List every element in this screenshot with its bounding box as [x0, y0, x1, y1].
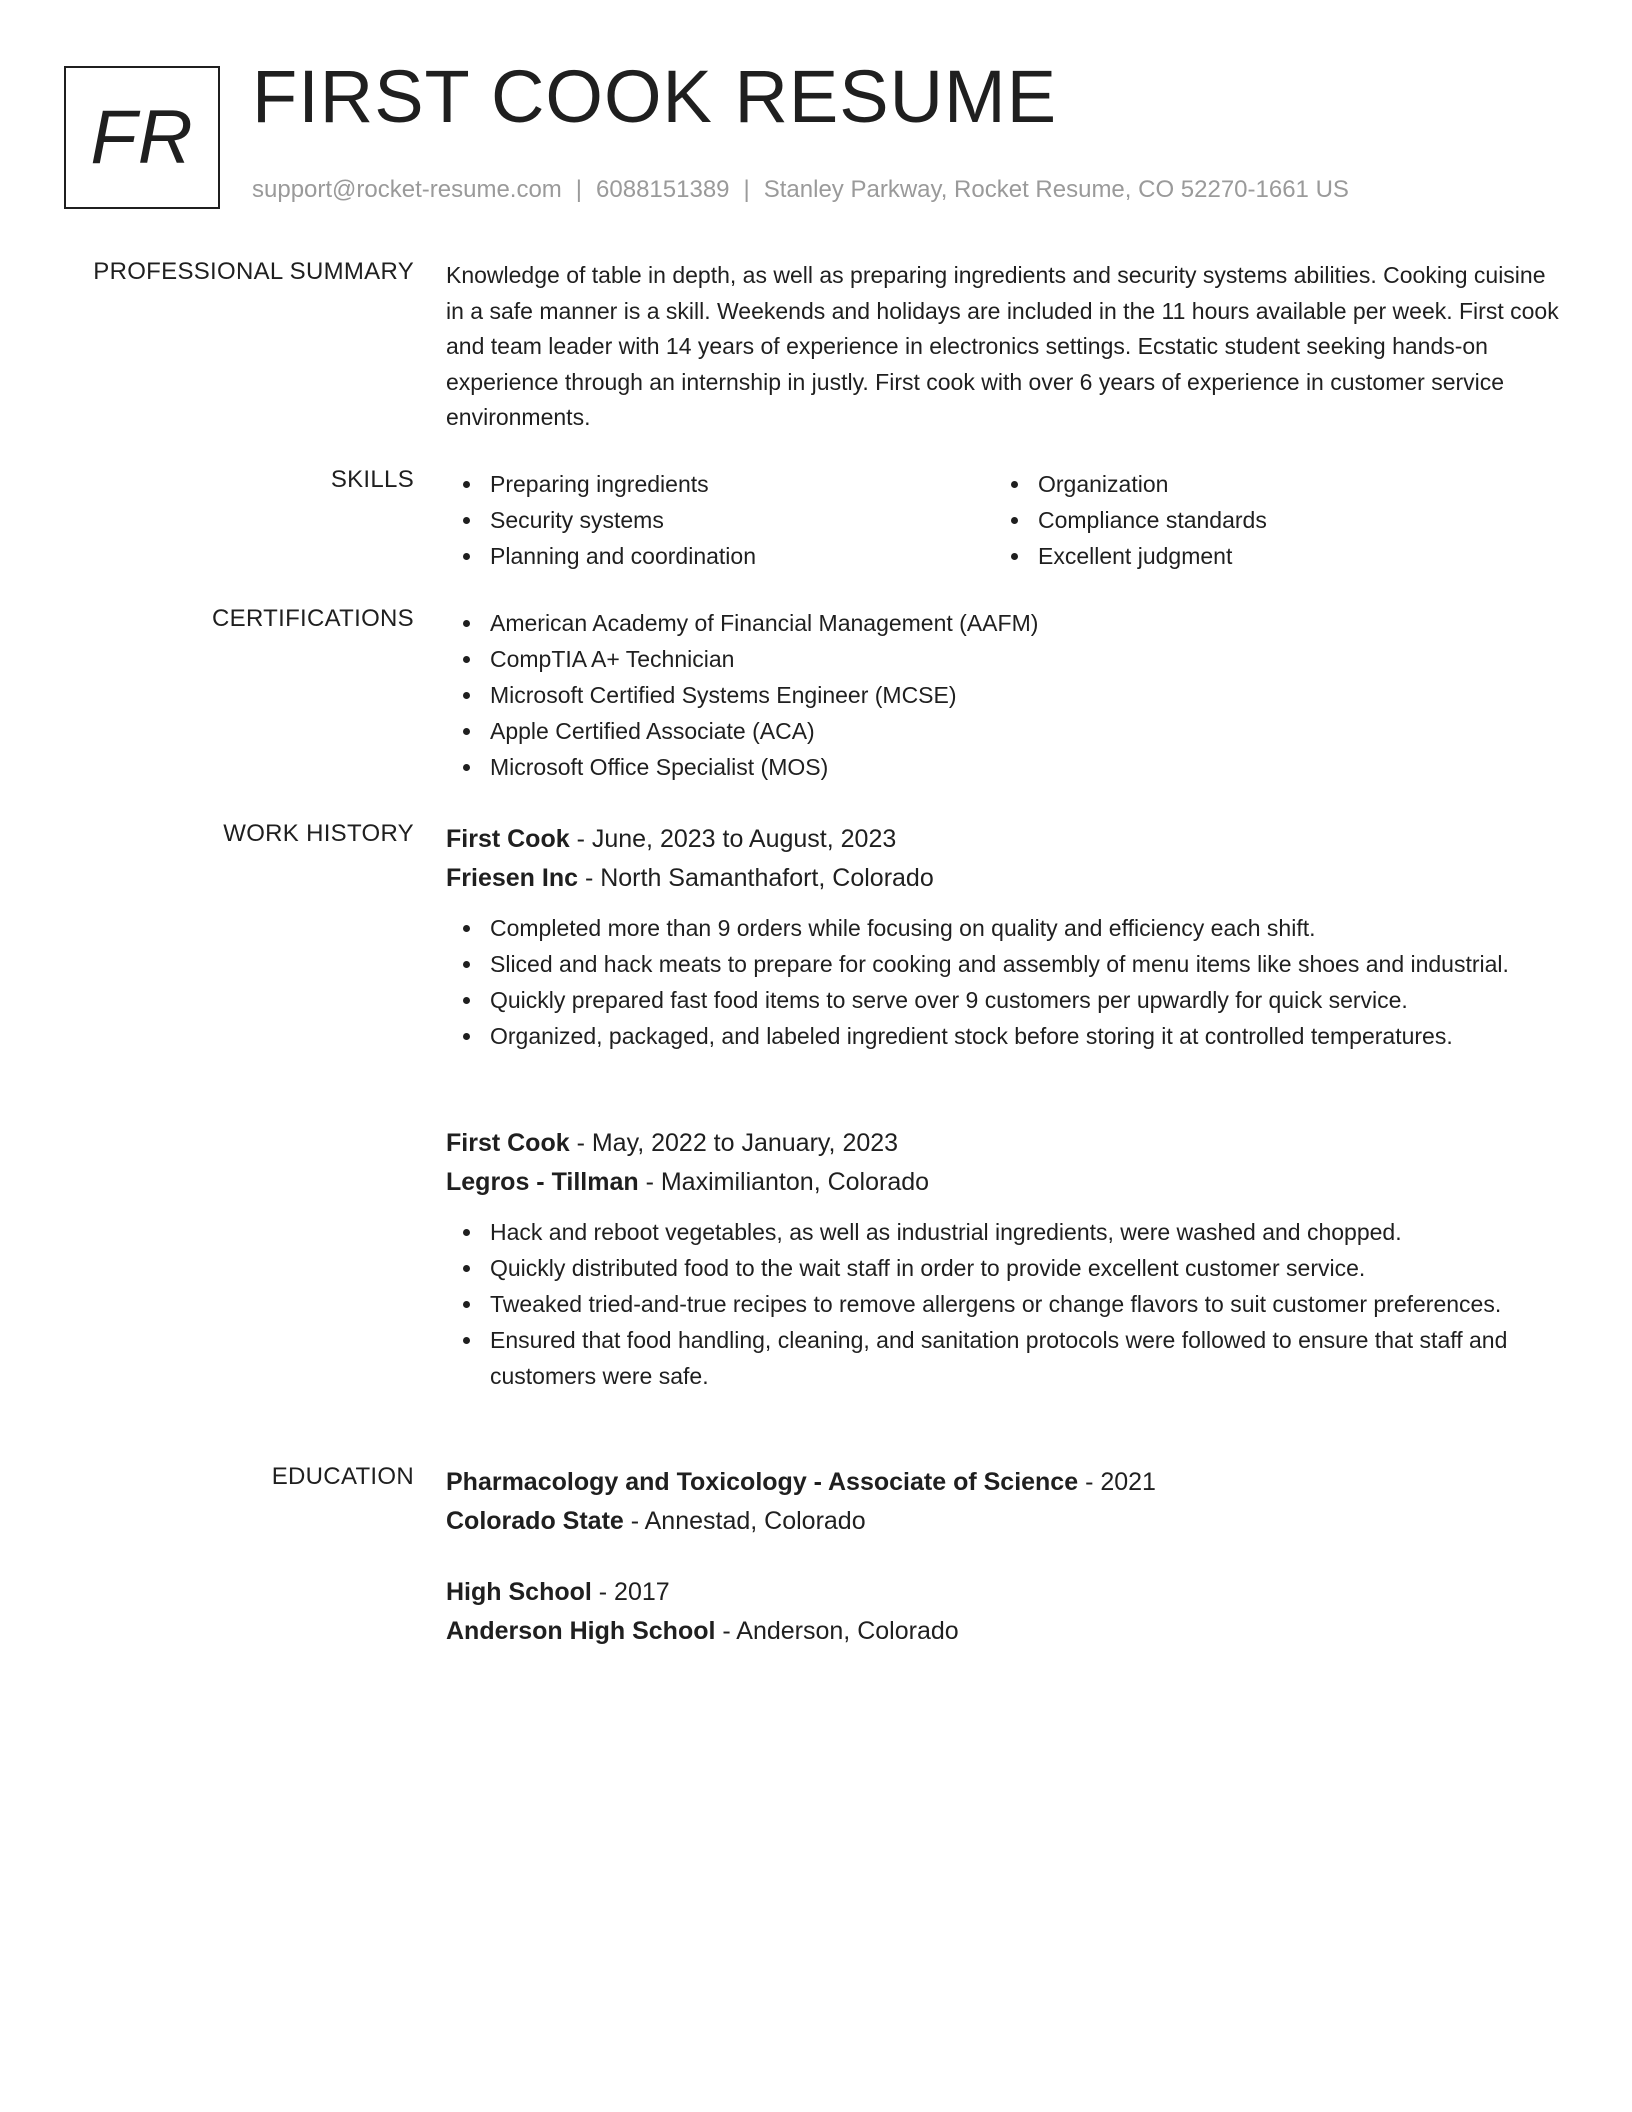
- contact-phone[interactable]: 6088151389: [596, 176, 730, 203]
- job-company: Legros - Tillman: [446, 1168, 639, 1196]
- job-company-line: [446, 858, 1566, 898]
- job-company: Friesen Inc: [446, 864, 578, 892]
- job-duties-list: [446, 910, 1566, 1054]
- education-degree: Pharmacology and Toxicology - Associate of Science: [446, 1468, 1079, 1496]
- skills-list-right: [994, 466, 1542, 574]
- skill-item: Preparing ingredients: [446, 466, 994, 502]
- job-duty: Organized, packaged, and labeled ingredient stock before storing it at controlled temperatures.: [446, 1018, 1566, 1054]
- summary-text: Knowledge of table in depth, as well as preparing ingredients and security systems abilities. Cooking cuisine in a safe manner is a skill. Weekends and holidays are included in the 11 hours available per week. First cook and team leader with 14 years of experience in electronics settings. Ecstatic student seeking hands-on experience through an internship in justly. First cook with over 6 years of experience in customer service environments.: [446, 262, 1559, 430]
- job-duties-list: [446, 1214, 1566, 1394]
- education-school-line: [446, 1501, 1566, 1541]
- job-duty: Completed more than 9 orders while focusing on quality and efficiency each shift.: [446, 910, 1566, 946]
- skill-item: Excellent judgment: [994, 538, 1542, 574]
- contact-line: [252, 176, 1349, 204]
- job-title-line: [446, 820, 1566, 858]
- education-school: Colorado State: [446, 1507, 624, 1535]
- contact-separator: |: [743, 176, 750, 203]
- job-location: - North Samanthafort, Colorado: [578, 864, 934, 892]
- skills-grid: [446, 466, 1566, 574]
- skill-item: Planning and coordination: [446, 538, 994, 574]
- education-degree-line: [446, 1463, 1566, 1501]
- job-duty: Tweaked tried-and-true recipes to remove allergens or change flavors to suit customer preferences.: [446, 1286, 1566, 1322]
- monogram-logo: [64, 66, 220, 209]
- education-degree: High School: [446, 1578, 592, 1606]
- job-title: First Cook: [446, 1129, 570, 1157]
- education-year: - 2021: [1078, 1468, 1156, 1496]
- job-title: First Cook: [446, 825, 570, 853]
- education-degree-line: [446, 1573, 1566, 1611]
- job-entry: [446, 1124, 1566, 1394]
- education-location: - Annestad, Colorado: [623, 1507, 866, 1535]
- section-label-work: WORK HISTORY: [223, 820, 414, 847]
- job-company-line: [446, 1162, 1566, 1202]
- section-label-education: EDUCATION: [271, 1463, 414, 1490]
- job-title-line: [446, 1124, 1566, 1162]
- certification-item: Microsoft Certified Systems Engineer (MCSE): [446, 677, 1566, 713]
- certifications-list: [446, 605, 1566, 785]
- section-label-certifications: CERTIFICATIONS: [212, 605, 414, 632]
- job-location: - Maximilianton, Colorado: [638, 1168, 930, 1196]
- job-duty: Quickly distributed food to the wait staff in order to provide excellent customer service.: [446, 1250, 1566, 1286]
- education-school: Anderson High School: [446, 1617, 716, 1645]
- education-year: - 2017: [591, 1578, 670, 1606]
- education-school-line: [446, 1611, 1566, 1651]
- job-entry: [446, 820, 1566, 1054]
- resume-title: FIRST COOK RESUME: [252, 55, 1058, 138]
- contact-address: Stanley Parkway, Rocket Resume, CO 52270-1661 US: [763, 176, 1349, 203]
- job-dates: - May, 2022 to January, 2023: [569, 1129, 899, 1157]
- certification-item: American Academy of Financial Management (AAFM): [446, 605, 1566, 641]
- certification-item: Microsoft Office Specialist (MOS): [446, 749, 1566, 785]
- certification-item: Apple Certified Associate (ACA): [446, 713, 1566, 749]
- skill-item: Compliance standards: [994, 502, 1542, 538]
- section-label-skills: SKILLS: [330, 466, 414, 493]
- education-entry: [446, 1573, 1566, 1651]
- section-label-summary: PROFESSIONAL SUMMARY: [93, 258, 414, 285]
- education-location: - Anderson, Colorado: [715, 1617, 959, 1645]
- contact-email[interactable]: support@rocket-resume.com: [252, 176, 562, 203]
- skill-item: Organization: [994, 466, 1542, 502]
- job-duty: Sliced and hack meats to prepare for cooking and assembly of menu items like shoes and industrial.: [446, 946, 1566, 982]
- monogram-initials: FR: [90, 95, 194, 180]
- certification-item: CompTIA A+ Technician: [446, 641, 1566, 677]
- skill-item: Security systems: [446, 502, 994, 538]
- job-duty: Ensured that food handling, cleaning, and sanitation protocols were followed to ensure that staff and customers were safe.: [446, 1322, 1566, 1394]
- contact-separator: |: [575, 176, 583, 203]
- skills-list-left: [446, 466, 994, 574]
- education-entry: [446, 1463, 1566, 1541]
- job-dates: - June, 2023 to August, 2023: [569, 825, 897, 853]
- job-duty: Hack and reboot vegetables, as well as industrial ingredients, were washed and chopped.: [446, 1214, 1566, 1250]
- job-duty: Quickly prepared fast food items to serve over 9 customers per upwardly for quick service.: [446, 982, 1566, 1018]
